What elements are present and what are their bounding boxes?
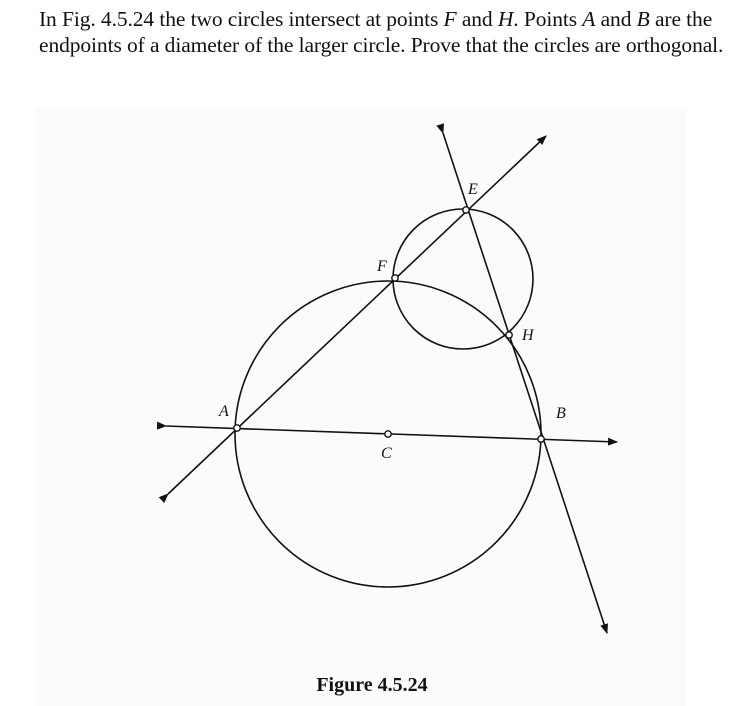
point-B (538, 436, 544, 442)
label-E: E (468, 181, 478, 198)
problem-text-4: and (595, 7, 637, 31)
label-F: F (377, 258, 387, 275)
point-H (506, 332, 512, 338)
point-A (234, 425, 240, 431)
line-AFE (168, 136, 546, 494)
figure-caption: Figure 4.5.24 (316, 674, 428, 696)
problem-text-5: are the endpoints of a diameter of the larger circle. Prove that the circles are orthogonal. (39, 7, 724, 57)
small-circle (393, 209, 533, 349)
problem-text-3: . Points (513, 7, 583, 31)
label-A: A (219, 403, 229, 420)
var-F: F (443, 7, 457, 31)
point-F (392, 275, 398, 281)
label-B: B (556, 405, 566, 422)
label-C: C (381, 445, 392, 462)
problem-text-2: and (456, 7, 498, 31)
label-H: H (522, 327, 534, 344)
var-H: H (497, 7, 514, 31)
var-B: B (636, 7, 650, 31)
problem-text-1: In Fig. 4.5.24 the two circles intersect at points (39, 7, 444, 31)
point-C (385, 431, 391, 437)
var-A: A (582, 7, 596, 31)
point-E (463, 207, 469, 213)
